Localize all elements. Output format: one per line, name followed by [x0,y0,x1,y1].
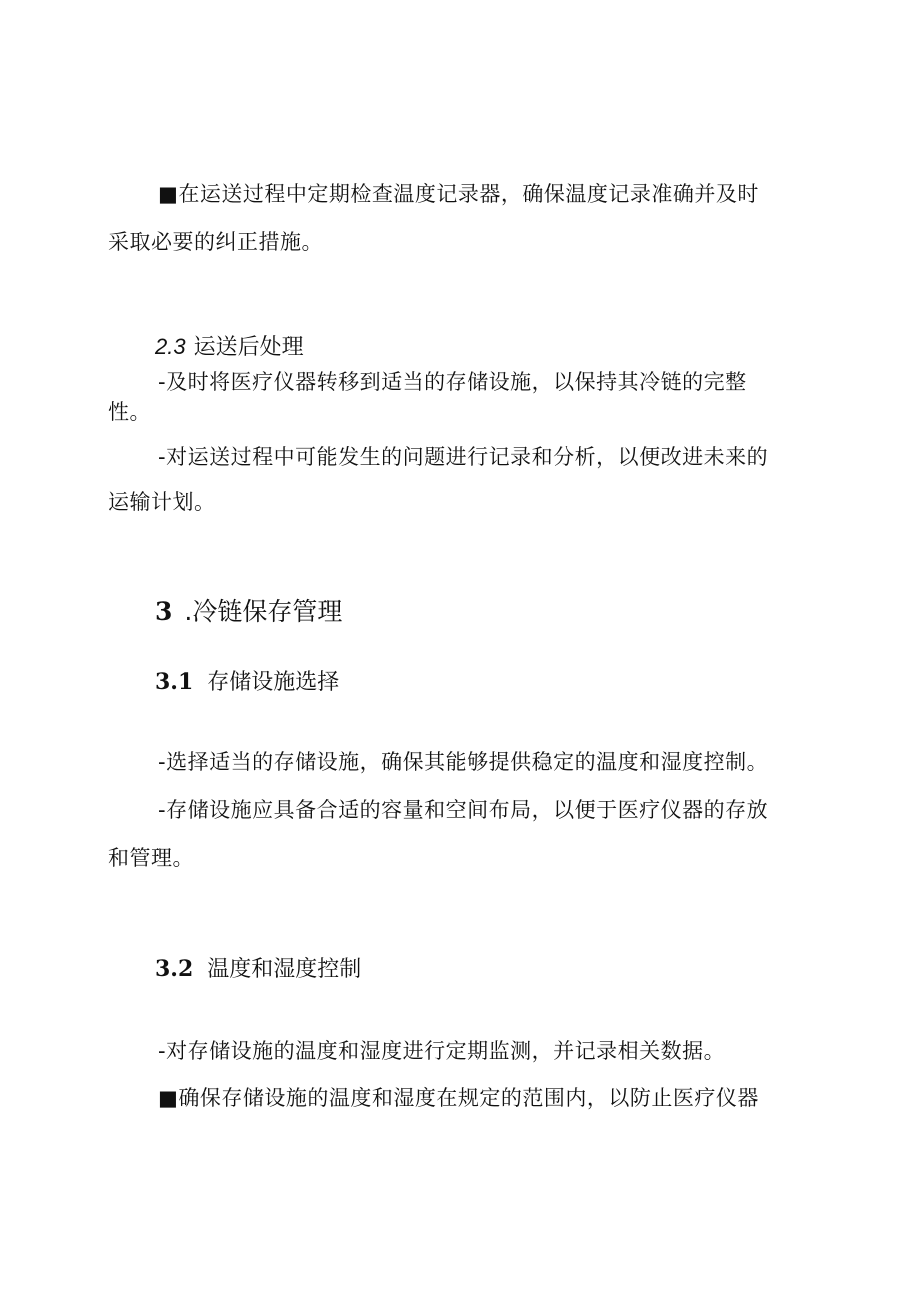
paragraph-line: -对存储设施的温度和湿度进行定期监测，并记录相关数据。 [158,1039,726,1063]
section-number: 3.2 [155,956,194,982]
section-heading-3-1 [155,668,339,697]
section-number: 2.3 [155,334,186,359]
section-heading-3-2 [155,955,361,984]
paragraph-line: -及时将医疗仪器转移到适当的存储设施，以保持其冷链的完整 [158,370,747,394]
section-title: 温度和湿度控制 [207,957,362,982]
paragraph-line: 采取必要的纠正措施。 [108,230,323,254]
section-number: 3 [155,597,173,626]
section-title: 存储设施选择 [207,670,340,695]
paragraph-line: 和管理。 [108,846,194,870]
paragraph-line: 运输计划。 [108,490,216,514]
paragraph-line: -选择适当的存储设施，确保其能够提供稳定的温度和湿度控制。 [158,750,769,774]
section-heading-2-3 [155,333,304,362]
paragraph-line: ■在运送过程中定期检查温度记录器，确保温度记录准确并及时 [158,182,759,206]
section-title: .冷链保存管理 [184,597,343,626]
paragraph-line: 性。 [108,400,151,424]
paragraph-line: -存储设施应具备合适的容量和空间布局，以便于医疗仪器的存放 [158,798,769,822]
paragraph-line: -对运送过程中可能发生的问题进行记录和分析，以便改进未来的 [158,445,769,469]
paragraph-line: ■确保存储设施的温度和湿度在规定的范围内，以防止医疗仪器 [158,1086,759,1110]
section-heading-3 [155,598,342,626]
section-number: 3.1 [155,669,194,695]
section-title: 运送后处理 [193,335,304,360]
